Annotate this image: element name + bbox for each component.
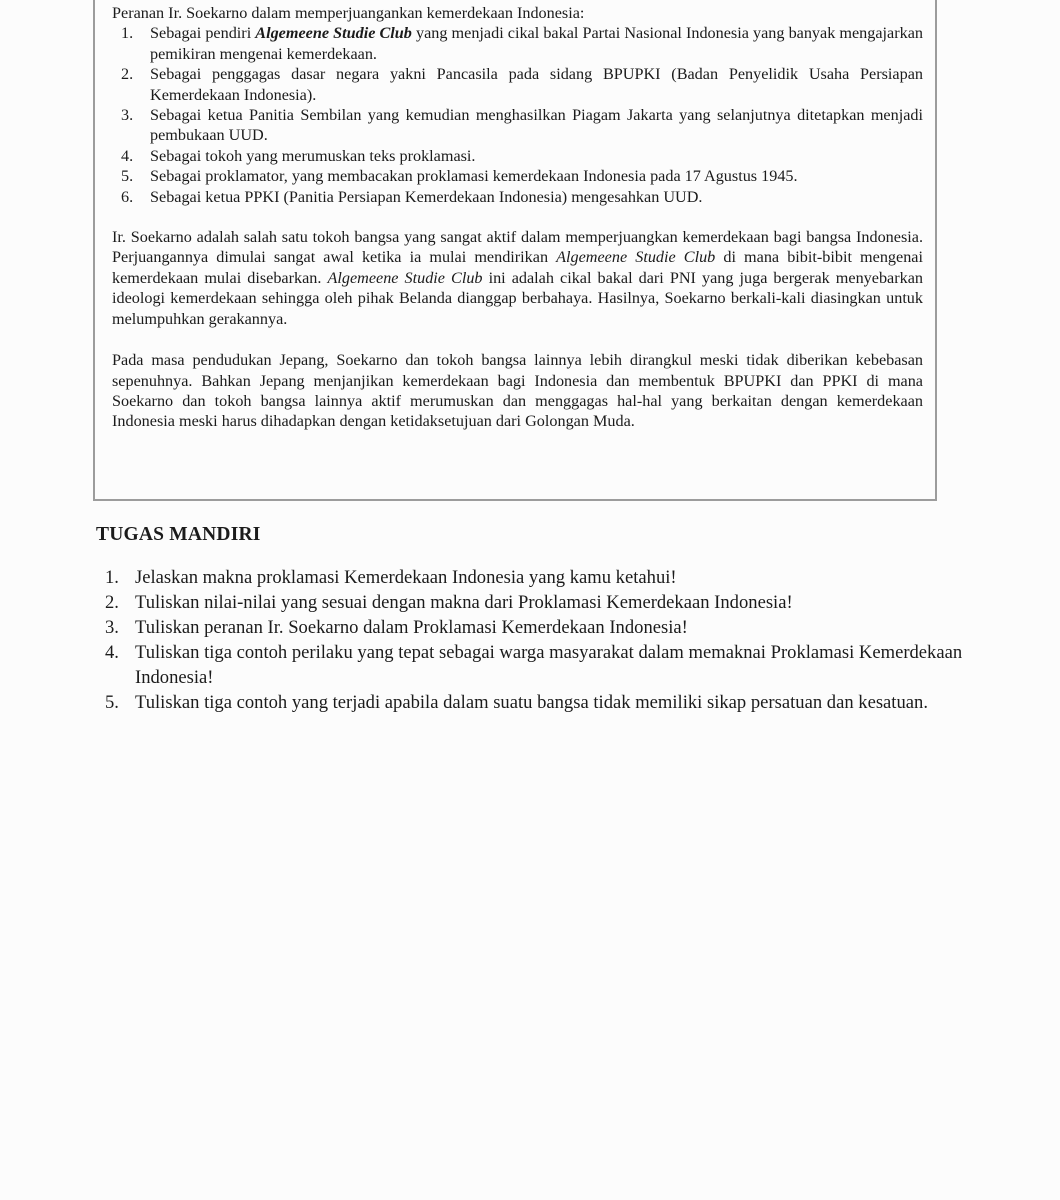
task-item-number: 2.: [105, 592, 119, 613]
italic-algemeene-studie-club: Algemeene Studie Club: [327, 268, 483, 287]
paragraph-soekarno-role: Ir. Soekarno adalah salah satu tokoh bangsa yang sangat aktif dalam memperjuangkan kemerdekaan bagi bangsa Indonesia. Perjuangannya dimulai sangat awal ketika ia mulai mendirikan Algemeene Studie Club di mana bibit-bibit mengenai kemerdekaan mulai disebarkan. Algemeene Studie Club ini adalah cikal bakal dari PNI yang juga bergerak menyebarkan ideologi kemerdekaan sehingga oleh pihak Belanda dianggap berbahaya. Hasilnya, Soekarno berkali-kali diasingkan untuk melumpuhkan gerakannya.: [112, 228, 923, 328]
list-item-number: 3.: [121, 106, 134, 125]
list-item-text: Sebagai pendiri Algemeene Studie Club yang menjadi cikal bakal Partai Nasional Indonesia yang banyak mengajarkan pemikiran mengenai kemerdekaan.: [150, 24, 923, 63]
task-item-number: 4.: [105, 642, 119, 663]
list-item: [112, 146, 923, 166]
task-item: [96, 690, 968, 715]
box-intro: Peranan Ir. Soekarno dalam memperjuangankan kemerdekaan Indonesia:: [112, 4, 585, 22]
task-item: [96, 640, 968, 690]
task-item: [96, 565, 968, 590]
task-item-text: Tuliskan nilai-nilai yang sesuai dengan makna dari Proklamasi Kemerdekaan Indonesia!: [135, 592, 793, 613]
list-item-text: Sebagai ketua PPKI (Panitia Persiapan Kemerdekaan Indonesia) mengesahkan UUD.: [150, 187, 703, 206]
task-item-text: Tuliskan peranan Ir. Soekarno dalam Proklamasi Kemerdekaan Indonesia!: [135, 617, 688, 638]
task-item: [96, 590, 968, 615]
task-item-text: Tuliskan tiga contoh yang terjadi apabila dalam suatu bangsa tidak memiliki sikap persatuan dan kesatuan.: [135, 692, 928, 713]
list-item: [112, 187, 923, 207]
task-item-number: 3.: [105, 617, 119, 638]
list-item: [112, 64, 923, 105]
list-item: [112, 166, 923, 186]
task-item-text: Jelaskan makna proklamasi Kemerdekaan Indonesia yang kamu ketahui!: [135, 567, 677, 588]
list-item-text: Sebagai tokoh yang merumuskan teks proklamasi.: [150, 146, 476, 165]
soekarno-roles-list: [112, 23, 923, 207]
list-item-number: 5.: [121, 167, 134, 186]
task-item-number: 1.: [105, 567, 119, 588]
list-item-text: Sebagai proklamator, yang membacakan proklamasi kemerdekaan Indonesia pada 17 Agustus 1945.: [150, 167, 798, 186]
list-item-number: 6.: [121, 187, 134, 206]
task-item-text: Tuliskan tiga contoh perilaku yang tepat sebagai warga masyarakat dalam memaknai Proklamasi Kemerdekaan Indonesia!: [135, 642, 963, 688]
list-item-number: 4.: [121, 146, 134, 165]
tasks-list: [96, 565, 968, 715]
italic-algemeene-studie-club: Algemeene Studie Club: [556, 248, 716, 267]
list-item-text: Sebagai penggagas dasar negara yakni Pancasila pada sidang BPUPKI (Badan Penyelidik Usaha Persiapan Kemerdekaan Indonesia).: [150, 65, 923, 104]
list-item: [112, 105, 923, 146]
paragraph-japanese-occupation: Pada masa pendudukan Jepang, Soekarno dan tokoh bangsa lainnya lebih dirangkul meski tidak diberikan kebebasan sepenuhnya. Bahkan Jepang menjanjikan kemerdekaan bagi Indonesia dan membentuk BPUPKI dan PPKI di mana Soekarno dan tokoh bangsa lainnya aktif merumuskan dan menggagas hal-hal yang berkaitan dengan kemerdekaan Indonesia meski harus dihadapkan dengan ketidaksetujuan dari Golongan Muda.: [112, 351, 923, 431]
task-item: [96, 615, 968, 640]
tasks-section: [96, 524, 968, 715]
emphasis-algemeene-studie-club: Algemeene Studie Club: [255, 24, 412, 43]
list-item-text: Sebagai ketua Panitia Sembilan yang kemudian menghasilkan Piagam Jakarta yang selanjutnya ditetapkan menjadi pembukaan UUD.: [150, 106, 923, 145]
list-item-number: 1.: [121, 24, 134, 43]
list-item: [112, 23, 923, 64]
list-item-number: 2.: [121, 65, 134, 84]
content-box: [93, 0, 937, 501]
task-item-number: 5.: [105, 692, 119, 713]
section-heading-tugas-mandiri: TUGAS MANDIRI: [96, 524, 261, 545]
